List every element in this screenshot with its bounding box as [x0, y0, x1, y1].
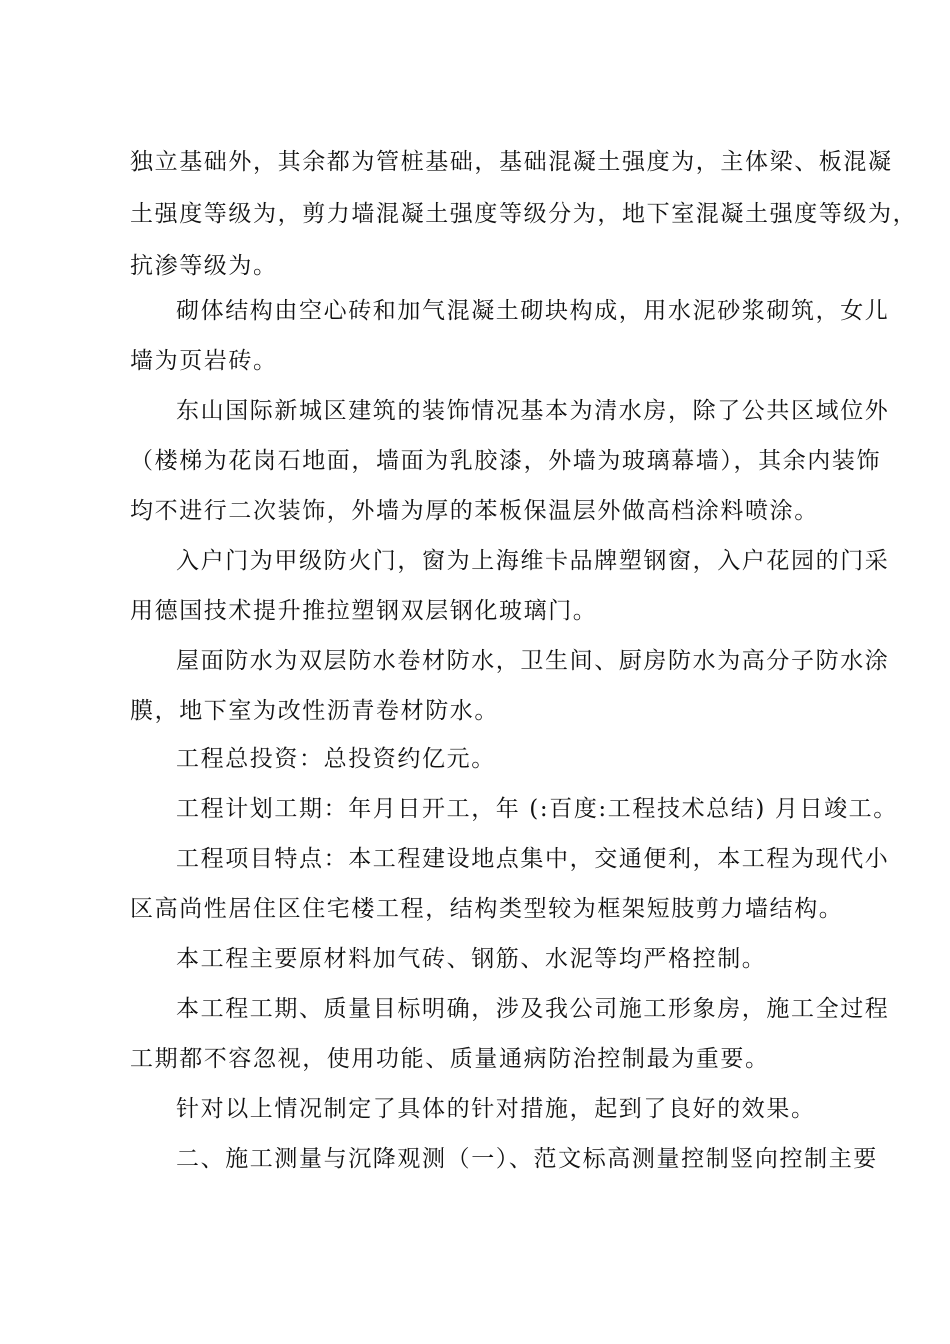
text-line: 入户门为甲级防火门，窗为上海维卡品牌塑钢窗，入户花园的门采	[176, 548, 890, 574]
text-line: 工程计划工期：年月日开工，年 (:百度:工程技术总结) 月日竣工。	[176, 796, 898, 822]
text-line: 区高尚性居住区住宅楼工程，结构类型较为框架短肢剪力墙结构。	[130, 896, 844, 922]
text-line: （楼梯为花岗石地面，墙面为乳胶漆，外墙为玻璃幕墙），其余内装饰	[130, 448, 882, 474]
text-line: 工程总投资：总投资约亿元。	[176, 746, 496, 772]
text-line: 用德国技术提升推拉塑钢双层钢化玻璃门。	[130, 598, 598, 624]
text-line: 屋面防水为双层防水卷材防水，卫生间、厨房防水为高分子防水涂	[176, 648, 890, 674]
text-line: 工期都不容忽视，使用功能、质量通病防治控制最为重要。	[130, 1046, 770, 1072]
text-line: 抗渗等级为。	[130, 253, 278, 279]
text-line: 独立基础外，其余都为管桩基础，基础混凝土强度为，主体梁、板混凝	[130, 149, 893, 175]
text-line: 本工程工期、质量目标明确，涉及我公司施工形象房，施工全过程	[176, 996, 890, 1022]
text-line: 工程项目特点：本工程建设地点集中，交通便利，本工程为现代小	[176, 846, 890, 872]
text-line: 本工程主要原材料加气砖、钢筋、水泥等均严格控制。	[176, 946, 767, 972]
text-line: 均不进行二次装饰，外墙为厚的苯板保温层外做高档涂料喷涂。	[130, 498, 819, 524]
text-line: 砌体结构由空心砖和加气混凝土砌块构成，用水泥砂浆砌筑，女儿	[176, 298, 890, 324]
text-line: 针对以上情况制定了具体的针对措施，起到了良好的效果。	[176, 1096, 816, 1122]
text-line: 膜，地下室为改性沥青卷材防水。	[130, 698, 499, 724]
text-line: 东山国际新城区建筑的装饰情况基本为清水房，除了公共区域位外	[176, 398, 890, 424]
text-line: 二、施工测量与沉降观测（一）、范文标高测量控制竖向控制主要	[176, 1146, 878, 1172]
text-line: 墙为页岩砖。	[130, 348, 278, 374]
text-line: 土强度等级为，剪力墙混凝土强度等级分为，地下室混凝土强度等级为，	[130, 201, 918, 227]
